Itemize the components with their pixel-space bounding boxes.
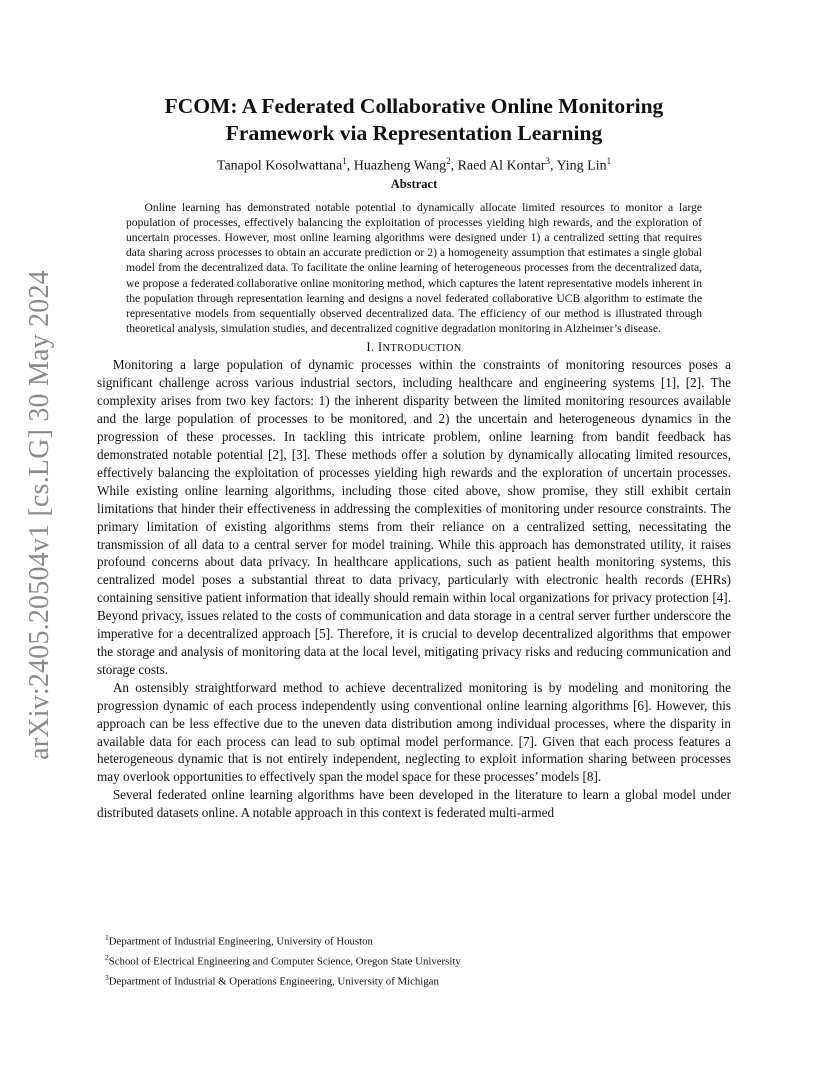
author-name: Ying Lin [556, 158, 607, 174]
author-affiliation-mark: 1 [342, 156, 347, 166]
author-name: Raed Al Kontar [457, 158, 546, 174]
arxiv-stamp [22, 270, 58, 760]
abstract-heading: Abstract [390, 176, 438, 191]
arxiv-stamp-text: arXiv:2405.20504v1 [cs.LG] 30 May 2024 [24, 270, 56, 760]
author-name: Huazheng Wang [353, 158, 447, 174]
title-line-2: Framework via Representation Learning [225, 121, 603, 145]
footnote [105, 970, 705, 990]
footnote-text: School of Electrical Engineering and Computer Science, Oregon State University [108, 955, 461, 968]
author-affiliation-mark: 3 [545, 156, 550, 166]
author-list: Tanapol Kosolwattana$^1$, Huazheng Wang$^2$, Raed Al Kontar$^3$, Ying Lin$^1$ [216, 156, 612, 174]
author-name: Tanapol Kosolwattana [216, 158, 343, 174]
footnote [105, 950, 705, 970]
section-numeral: I. [366, 340, 378, 355]
section-heading [97, 340, 731, 356]
title-line-1: FCOM: A Federated Collaborative Online Monitoring [164, 94, 664, 118]
footnote-mark: 1 [105, 933, 109, 942]
footnote-mark: 2 [105, 952, 109, 962]
section-first-letter: I [377, 340, 383, 355]
abstract-text: Online learning has demonstrated notable potential to dynamically allocate limited resources to monitor a large population of processes, effectively balancing the exploitation of processes yielding high rewards, and the exploration of uncertain processes. However, most online learning algorithms were designed under 1) a centralized setting that requires data sharing across processes to obtain an accurate prediction or 2) a homogeneity assumption that estimates a single global model from the decentralized data. To facilitate the online learning of heterogeneous processes from the decentralized data, we propose a federated collaborative online monitoring method, which captures the latent representative models inherent in the population through representation learning and designs a novel federated collaborative UCB algorithm to estimate the representative models from sequentially observed decentralized data. The efficiency of our method is illustrated through theoretical analysis, simulation studies, and decentralized cognitive degradation monitoring in Alzheimer’s disease. [126, 200, 702, 336]
paper-title [97, 93, 731, 147]
author-affiliation-mark: 2 [446, 156, 451, 166]
body-paragraph: Several federated online learning algorithms have been developed in the literature to learn a global model under distributed datasets online. A notable approach in this context is federated multi-armed [97, 787, 731, 821]
body-paragraph: An ostensibly straightforward method to achieve decentralized monitoring is by modeling and monitoring the progression dynamic of each process independently using conventional online learning algorithms [6]. However, this approach can be less effective due to the uneven data distribution among individual processes, where the disparity in available data for each process can lead to sub optimal model performance. [7]. Given that each process features a heterogeneous dynamic that is not entirely independent, neglecting to exploit information sharing between processes may overlook opportunities to effectively span the model space for these processes’ models [8]. [97, 679, 731, 785]
footnote-text: Department of Industrial Engineering, University of Houston [108, 935, 373, 948]
paper-page [97, 93, 731, 822]
footnote-text: Department of Industrial & Operations Engineering, University of Michigan [108, 975, 439, 988]
footnote [105, 930, 705, 950]
footnote-mark: 3 [105, 972, 109, 982]
footnotes [105, 930, 705, 989]
section-title-rest: NTRODUCTION [382, 343, 462, 355]
body-paragraph: Monitoring a large population of dynamic processes within the constraints of monitoring resources poses a significant challenge across various industrial sectors, including healthcare and engineering systems [1], [2]. The complexity arises from two key factors: 1) the inherent disparity between the limited monitoring resources available and the large population of processes to be monitored, and 2) the uncertain and heterogeneous dynamics in the progression of these processes. In tackling this intricate problem, online learning from bandit feedback has demonstrated notable potential [2], [3]. These methods offer a solution by dynamically allocating limited resources, effectively balancing the exploitation of processes yielding high rewards and the exploration of uncertain processes. While existing online learning algorithms, including those cited above, show promise, they still exhibit certain limitations that hinder their effectiveness in addressing the complexities of monitoring under resource constraints. The primary limitation of existing algorithms stems from their reliance on a centralized setting, necessitating the transmission of all data to a central server for model training. While this approach has demonstrated utility, it raises profound concerns about data privacy. In healthcare applications, such as patient health monitoring systems, this centralized model poses a substantial threat to data privacy, particularly with electronic health records (EHRs) containing sensitive patient information that ideally should remain within local organizations for privacy protection [4]. Beyond privacy, issues related to the costs of communication and data storage in a central server further underscore the imperative for a decentralized approach [5]. Therefore, it is crucial to develop decentralized algorithms that empower the storage and analysis of monitoring data at the local level, mitigating privacy risks and reducing communication and storage costs. [97, 357, 731, 677]
author-affiliation-mark: 1 [606, 156, 612, 166]
